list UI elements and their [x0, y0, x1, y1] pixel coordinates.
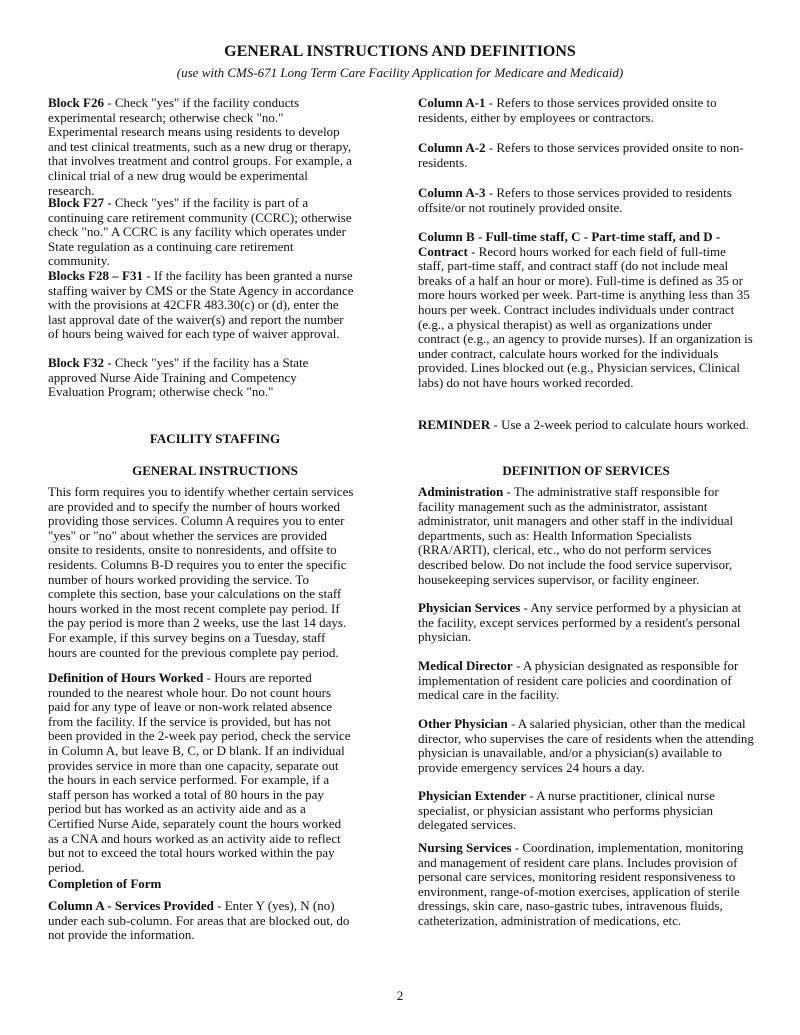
column-a1-definition — [418, 96, 754, 125]
block-f26 — [48, 96, 354, 198]
definition: - If the facility has been granted a nurse staffing waiver by CMS or the State Agency in accordance with the provisions at 42CFR 483.30(c) or (d), enter the last approval date of the waiver(s) and report the number of hours being waived for each type of waiver approval. — [48, 268, 354, 342]
page-number: 2 — [396, 988, 404, 1003]
column-b-d-definition — [418, 230, 754, 391]
definition: - Check "yes" if the facility has a State approved Nurse Aide Training and Competency Evaluation Program; otherwise check "no." — [48, 355, 309, 400]
definition: - Record hours worked for each field of full-time staff, part-time staff, and contract staff (do not include meal breaks of a half an hour or more). Full-time is defined as 35 or more hours worked per week. Part-time is anything less than 35 hours per week. Contract includes individuals under contract (e.g., a physical therapist) as well as organizations under contract (e.g., an agency to provide nurses). If an organization is under contract, calculate hours worked for the individuals provided. Lines blocked out (e.g., Physician services, Clinical labs) do not have hours worked recorded. — [418, 243, 753, 390]
term: Column B - Full-time staff, C - Part-time staff, and D - Contract — [418, 229, 721, 259]
term: Physician Extender — [418, 788, 526, 803]
page-subtitle: (use with CMS-671 Long Term Care Facility Application for Medicare and Medicaid) — [176, 65, 624, 80]
column-a3-definition — [418, 186, 754, 215]
term: Column A-3 — [418, 185, 486, 200]
term: Definition of Hours Worked — [48, 670, 204, 685]
page-title: GENERAL INSTRUCTIONS AND DEFINITIONS — [224, 43, 576, 60]
definition: - Check "yes" if the facility is part of a continuing care retirement community (CCRC); otherwise check "no." A CCRC is any facility which operates under State regulation as a continuing care retirement community. — [48, 195, 352, 269]
term: REMINDER — [418, 417, 491, 432]
other-physician-definition — [418, 717, 754, 775]
facility-staffing-heading: FACILITY STAFFING — [149, 431, 281, 446]
column-a-definition — [48, 899, 354, 943]
term: Administration — [418, 484, 504, 499]
column-a2-definition — [418, 141, 754, 170]
nursing-services-definition — [418, 841, 754, 929]
block-f27 — [48, 196, 354, 269]
definition: - Use a 2-week period to calculate hours worked. — [490, 417, 749, 432]
block-f28-f31 — [48, 269, 354, 342]
definition: - A nurse practitioner, clinical nurse specialist, or physician assistant who performs physician delegated services. — [418, 788, 715, 833]
term: Medical Director — [418, 658, 513, 673]
physician-services-definition — [418, 601, 754, 645]
definition: - Refers to those services provided onsite to residents, either by employees or contractors. — [418, 95, 717, 125]
definition: - A physician designated as responsible for implementation of resident care policies and coordination of medical care in the facility. — [418, 658, 739, 703]
definition: - A salaried physician, other than the medical director, who supervises the care of residents when the attending physician is unavailable, and/or a physician(s) available to provide emergency services 24 hours a day. — [418, 716, 754, 775]
general-instructions-heading: GENERAL INSTRUCTIONS — [132, 463, 298, 478]
term: Other Physician — [418, 716, 508, 731]
definition: - The administrative staff responsible for facility management such as the administrator, assistant administrator, unit managers and other staff in the individual departments, such as: Health Information Specialists (RRA/ARTI), clerical, etc., who do not perform services described below. Do not include the food service supervisor, housekeeping services supervisor, or facility engineer. — [418, 484, 734, 587]
hours-worked-definition — [48, 671, 354, 875]
block-f32 — [48, 356, 354, 400]
term: Blocks F28 – F31 — [48, 268, 143, 283]
term: Block F26 — [48, 95, 104, 110]
term: Nursing Services — [418, 840, 512, 855]
definition: - Refers to those services provided to residents offsite/or not routinely provided onsite. — [418, 185, 732, 215]
definition: - Check "yes" if the facility conducts experimental research; otherwise check "no." Experimental research means using residents to develop and test clinical treatments, such as a new drug or therapy, that involves treatment and control groups. For example, a clinical trial of a new drug would be experimental research. — [48, 95, 352, 198]
definition: - Refers to those services provided onsite to non-residents. — [418, 140, 744, 170]
completion-heading: Completion of Form — [48, 876, 162, 891]
physician-extender-definition — [418, 789, 754, 833]
definition: - Enter Y (yes), N (no) under each sub-column. For areas that are blocked out, do not provide the information. — [48, 898, 350, 943]
administration-definition — [418, 485, 754, 587]
term: Block F32 — [48, 355, 104, 370]
definition: - Hours are reported rounded to the nearest whole hour. Do not count hours paid for any type of leave or non-work related absence from the facility. If the service is provided, but has not been provided in the 2-week pay period, check the service in Column A, but leave B, C, or D blank. If an individual provides service in more than one capacity, separate out the hours in each service performed. For example, if a staff person has worked a total of 80 hours in the pay period but has worked as an activity aide and as a Certified Nurse Aide, separately count the hours worked as a CNA and hours worked as an activity aide to reflect but not to exceed the total hours worked within the pay period. — [48, 670, 351, 875]
term: Block F27 — [48, 195, 104, 210]
term: Column A-2 — [418, 140, 486, 155]
definition-of-services-heading: DEFINITION OF SERVICES — [502, 463, 670, 478]
definition: - Coordination, implementation, monitoring and management of resident care plans. Includes provision of personal care services, monitoring resident responsiveness to environment, range-of-motion exercises, application of sterile dressings, skin care, naso-gastric tubes, intravenous fluids, catheterization, administration of medications, etc. — [418, 840, 744, 928]
term: Column A-1 — [418, 95, 486, 110]
reminder — [418, 418, 754, 433]
term: Physician Services — [418, 600, 521, 615]
definition: - Any service performed by a physician at the facility, except services performed by a resident's personal physician. — [418, 600, 742, 645]
intro-paragraph: This form requires you to identify whether certain services are provided and to specify the number of hours worked providing those services. Column A requires you to enter "yes" or "no" about whether the services are provided onsite to residents, onsite to nonresidents, and offsite to residents. Columns B-D requires you to enter the specific number of hours worked providing the service. To complete this section, base your calculations on the staff hours worked in the most recent complete pay period. If the pay period is more than 2 weeks, use the last 14 days. For example, if this survey begins on a Tuesday, staff hours are counted for the previous complete pay period. — [48, 484, 354, 660]
term: Column A - Services Provided — [48, 898, 214, 913]
medical-director-definition — [418, 659, 754, 703]
